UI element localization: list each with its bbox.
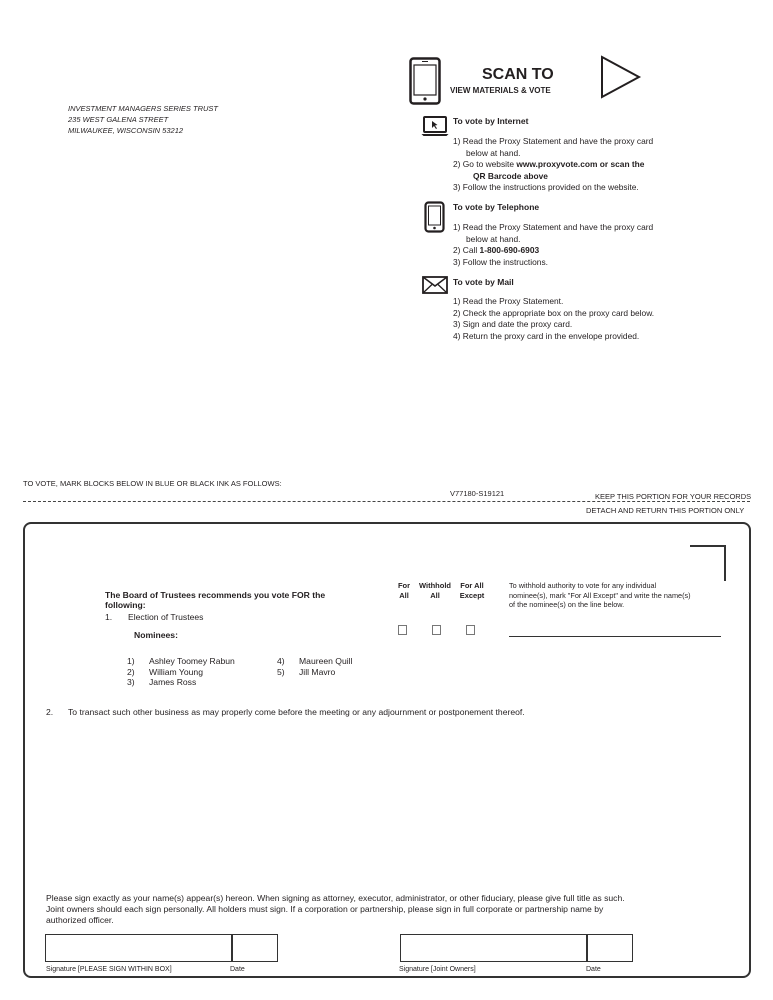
nominee-list-left: [127, 656, 235, 688]
except-nominee-write-line[interactable]: [509, 636, 721, 637]
for-all-checkbox[interactable]: [398, 625, 407, 635]
ink-instruction: TO VOTE, MARK BLOCKS BELOW IN BLUE OR BLACK INK AS FOLLOWS:: [23, 479, 282, 488]
withhold-all-checkbox[interactable]: [432, 625, 441, 635]
detach-portion-label: DETACH AND RETURN THIS PORTION ONLY: [586, 506, 745, 515]
internet-step-1-cont: below at hand.: [466, 147, 521, 158]
nominee-4: [277, 656, 353, 667]
telephone-step-3: 3) Follow the instructions.: [453, 256, 548, 267]
scan-subtitle: VIEW MATERIALS & VOTE: [450, 86, 551, 95]
return-address: [68, 103, 218, 136]
for-all-except-checkbox[interactable]: [466, 625, 475, 635]
smartphone-icon: [409, 57, 441, 105]
telephone-step-2: [453, 245, 653, 257]
nominee-4-name: Maureen Quill: [299, 656, 353, 666]
withhold-instructions: To withhold authority to vote for any individual nominee(s), mark "For All Except" and write the name(s) of the nominee(s) on the line below.: [509, 581, 691, 609]
control-code: V77180-S19121: [450, 489, 505, 498]
phone-icon: [424, 201, 446, 233]
nominee-5-name: Jill Mavro: [299, 666, 336, 677]
board-recommendation: The Board of Trustees recommends you vote FOR the following:: [105, 590, 326, 610]
item-2-text: To transact such other business as may properly come before the meeting or any adjournment or postponement thereof.: [68, 707, 525, 717]
nominees-label: Nominees:: [134, 630, 178, 640]
internet-step-2: [453, 159, 653, 171]
telephone-title: To vote by Telephone: [453, 202, 540, 212]
address-line-2: 235 WEST GALENA STREET: [68, 115, 169, 124]
mail-steps: [453, 296, 654, 342]
phone-number: 1-800-690-6903: [479, 245, 540, 255]
item-1-number: 1.: [105, 612, 113, 622]
telephone-step-1-cont: below at hand.: [466, 233, 521, 244]
nominee-2-num: 2): [127, 666, 135, 677]
nominee-list-right: [277, 656, 353, 677]
nominee-4-num: 4): [277, 656, 285, 666]
nominee-3-name: James Ross: [149, 677, 197, 687]
date-label: Date: [230, 966, 245, 973]
mail-step-4: 4) Return the proxy card in the envelope provided.: [453, 330, 640, 341]
nominee-2-name: William Young: [149, 666, 203, 677]
nominee-2: [127, 667, 235, 678]
joint-signature-label: Signature [Joint Owners]: [399, 966, 476, 973]
nominee-1-num: 1): [127, 656, 135, 666]
joint-date-label: Date: [586, 966, 601, 973]
telephone-step-1: 1) Read the Proxy Statement and have the proxy card: [453, 222, 654, 232]
computer-icon: [421, 115, 449, 137]
detach-line: [23, 501, 750, 502]
date-box[interactable]: [231, 934, 278, 962]
nominee-5: [277, 667, 353, 678]
internet-title: To vote by Internet: [453, 116, 529, 126]
corner-mark: [690, 545, 726, 581]
play-arrow-icon: [600, 55, 642, 100]
signing-instructions: Please sign exactly as your name(s) appear(s) hereon. When signing as attorney, executor, administrator, or other fiduciary, please give full title as such. Joint owners should each sign personally. All holders must sign. If a corporation or partnership, please sign in full corporate or partnership name by authorized officer.: [46, 893, 625, 925]
nominee-5-num: 5): [277, 666, 285, 677]
joint-date-box[interactable]: [586, 934, 633, 962]
internet-step-2-text: 2) Go to website: [453, 159, 517, 169]
for-all-except-header: For All Except: [459, 581, 485, 600]
joint-signature-box[interactable]: [400, 934, 588, 962]
item-2-number: 2.: [46, 707, 54, 717]
item-1-text: Election of Trustees: [128, 612, 204, 622]
signature-box[interactable]: [45, 934, 233, 962]
address-line-1: INVESTMENT MANAGERS SERIES TRUST: [68, 104, 219, 113]
internet-steps: [453, 136, 653, 194]
withhold-all-header: Withhold All: [418, 581, 451, 600]
scan-title: SCAN TO: [482, 66, 554, 83]
nominee-3: [127, 677, 235, 688]
signature-label: Signature [PLEASE SIGN WITHIN BOX]: [46, 966, 172, 973]
mail-title: To vote by Mail: [453, 277, 514, 287]
internet-step-1: 1) Read the Proxy Statement and have the proxy card: [453, 136, 654, 146]
nominee-3-num: 3): [127, 677, 135, 687]
address-line-3: MILWAUKEE, WISCONSIN 53212: [68, 126, 184, 135]
proxyvote-website-link: www.proxyvote.com or scan the: [516, 159, 645, 169]
telephone-step-2-text: 2) Call: [453, 245, 480, 255]
mail-step-3: 3) Sign and date the proxy card.: [453, 319, 573, 329]
envelope-icon: [422, 276, 448, 294]
internet-step-2-cont: QR Barcode above: [473, 170, 548, 181]
mail-step-2: 2) Check the appropriate box on the proxy card below.: [453, 307, 655, 318]
telephone-steps: [453, 222, 653, 268]
for-all-header: For All: [397, 581, 411, 600]
mail-step-1: 1) Read the Proxy Statement.: [453, 296, 564, 306]
nominee-1-name: Ashley Toomey Rabun: [149, 656, 235, 666]
keep-portion-label: KEEP THIS PORTION FOR YOUR RECORDS: [595, 492, 752, 501]
nominee-1: [127, 656, 235, 667]
internet-step-3: 3) Follow the instructions provided on the website.: [453, 182, 639, 192]
